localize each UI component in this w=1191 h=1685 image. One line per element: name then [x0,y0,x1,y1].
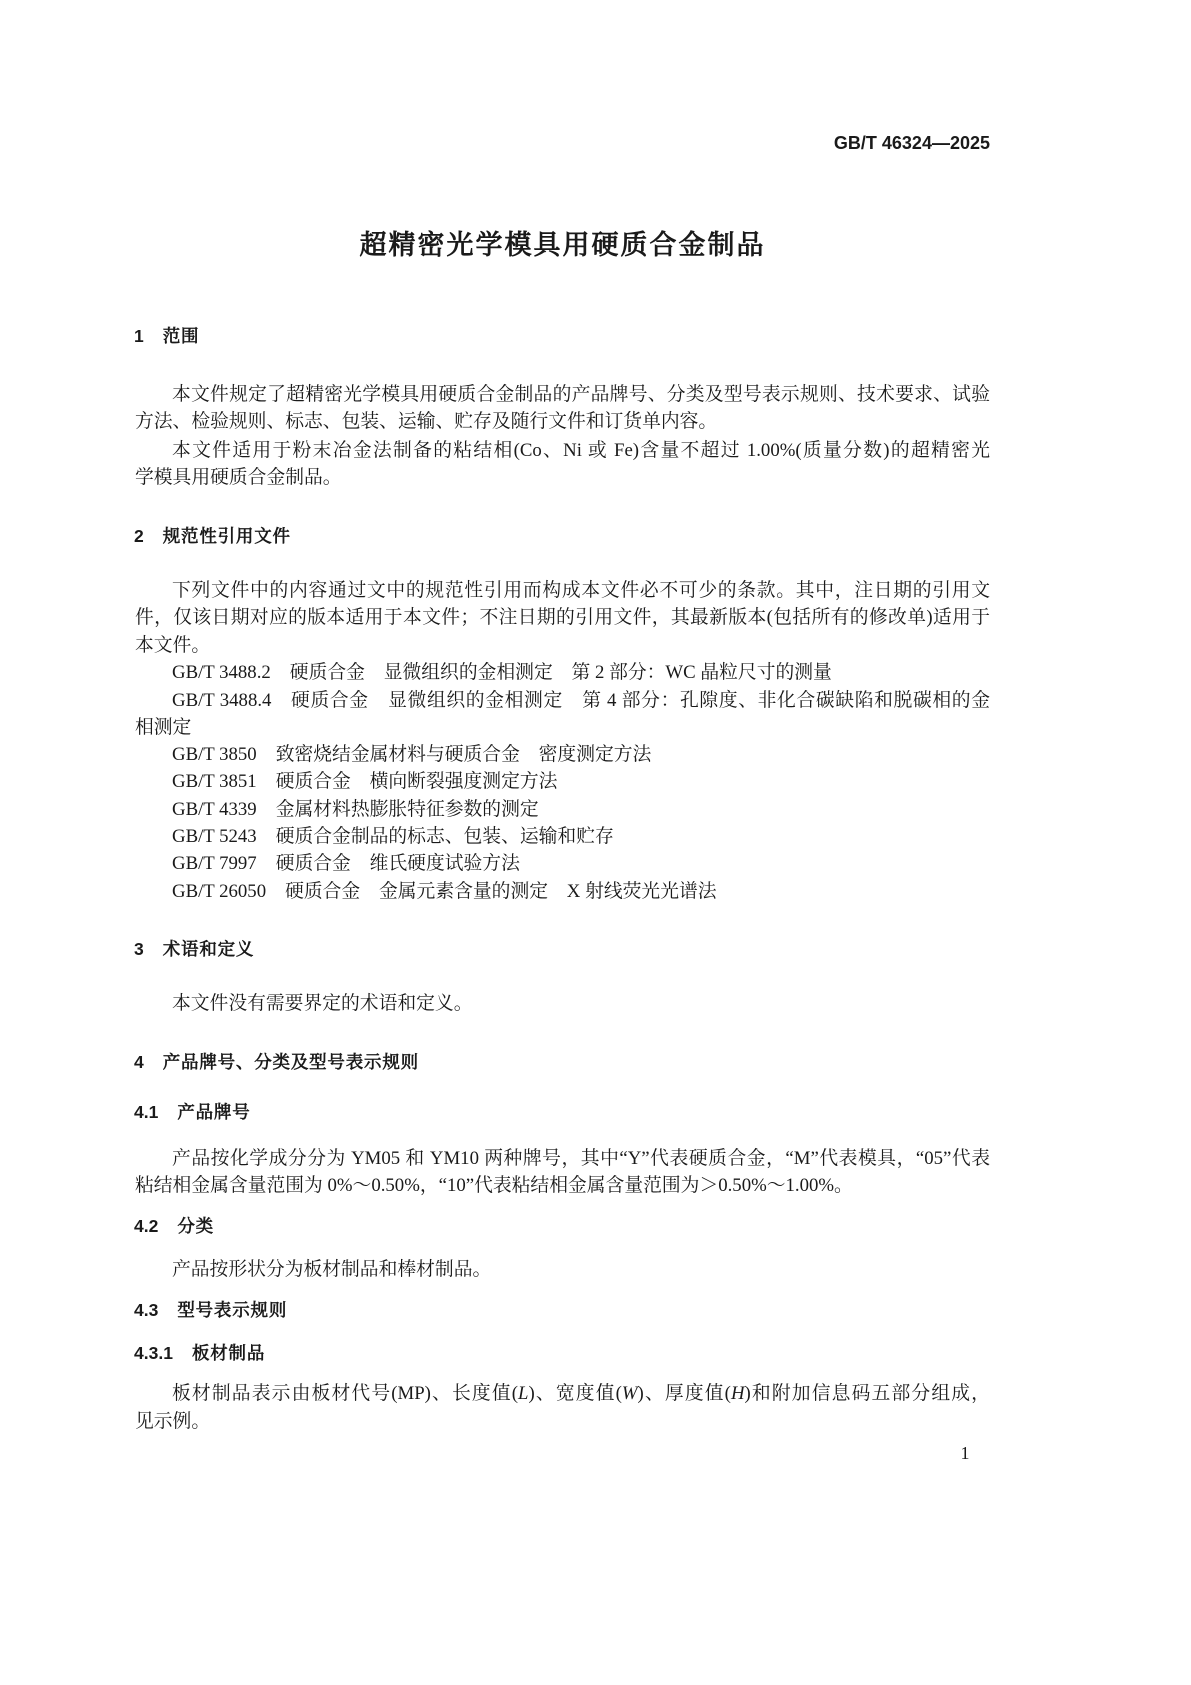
paragraph-line: 产品按形状分为板材制品和棒材制品。 [172,1259,492,1280]
subsection-heading-designation-rules [134,1296,989,1324]
section-heading-scope [134,322,989,350]
subsubsection-heading-plate-products [134,1339,989,1367]
reference-code: GB/T 5243 [172,826,257,847]
subsection-number: 4.3 [134,1300,159,1320]
subsubsection-number: 4.3.1 [134,1343,173,1363]
section-heading-normative-references [134,522,989,550]
paragraph-line: 本文件没有需要界定的术语和定义。 [172,993,473,1014]
reference-item [135,659,990,687]
reference-title: 硬质合金 横向断裂强度测定方法 [275,771,558,792]
symbol-width: W [621,1383,638,1404]
reference-item [135,687,990,715]
symbol-length: L [518,1383,529,1404]
reference-item [135,741,990,769]
page-number: 1 [960,1443,970,1463]
reference-code: GB/T 26050 [172,881,267,902]
section-title: 规范性引用文件 [162,526,291,546]
subsubsection-title: 板材制品 [191,1343,266,1363]
subsection-number: 4.1 [134,1102,159,1122]
paragraph-line: 产品按化学成分分为 YM05 和 YM10 两种牌号，其中“Y”代表硬质合金，“M”代表模具，“05”代表 [172,1148,990,1169]
paragraph-line: 本文件。 [135,635,211,656]
subsection-number: 4.2 [134,1216,159,1236]
reference-code: GB/T 3488.2 [172,662,271,683]
section-heading-terms [134,935,989,963]
reference-title-continued: 相测定 [135,717,192,738]
subsection-title: 分类 [177,1216,214,1236]
reference-title: 致密烧结金属材料与硬质合金 密度测定方法 [275,744,652,765]
reference-code: GB/T 3488.4 [172,690,272,711]
document-title: 超精密光学模具用硬质合金制品 [359,230,766,260]
reference-item [135,768,990,796]
paragraph-line: 见示例。 [135,1411,211,1432]
paragraph-line: 本文件适用于粉末冶金法制备的粘结相(Co、Ni 或 Fe)含量不超过 1.00%(质量分数)的超精密光 [172,440,990,461]
text-run: 板材制品表示由板材代号(MP)、长度值( [172,1383,519,1404]
section-number: 3 [134,939,144,959]
symbol-thickness: H [730,1383,745,1404]
reference-title: 金属材料热膨胀特征参数的测定 [275,799,539,820]
section-heading-grades [134,1048,989,1076]
paragraph-line: 件，仅该日期对应的版本适用于本文件；不注日期的引用文件，其最新版本(包括所有的修改单)适用于 [135,607,990,628]
paragraph-line: 下列文件中的内容通过文中的规范性引用而构成本文件必不可少的条款。其中，注日期的引用文 [172,580,990,601]
reference-code: GB/T 4339 [172,799,257,820]
reference-title: 硬质合金 金属元素含量的测定 X 射线荧光光谱法 [285,881,717,902]
text-run: )和附加信息码五部分组成， [744,1383,990,1404]
text-run: )、厚度值( [637,1383,731,1404]
reference-title: 硬质合金 显微组织的金相测定 第 4 部分：孔隙度、非化合碳缺陷和脱碳相的金 [290,690,990,711]
reference-code: GB/T 3850 [172,744,257,765]
reference-code: GB/T 7997 [172,853,257,874]
section-title: 范围 [162,326,200,346]
section-title: 术语和定义 [162,939,255,959]
paragraph-line [135,1380,990,1408]
reference-item [135,796,990,824]
subsection-heading-classification [134,1212,989,1240]
reference-item [135,878,990,906]
paragraph-line: 方法、检验规则、标志、包装、运输、贮存及随行文件和订货单内容。 [135,411,718,432]
section-number: 1 [134,326,144,346]
reference-code: GB/T 3851 [172,771,257,792]
reference-title: 硬质合金 维氏硬度试验方法 [275,853,520,874]
paragraph-line: 学模具用硬质合金制品。 [135,467,342,488]
text-run: )、宽度值( [528,1383,622,1404]
standard-number: GB/T 46324—2025 [833,133,990,153]
subsection-title: 型号表示规则 [177,1300,288,1320]
reference-title: 硬质合金 显微组织的金相测定 第 2 部分：WC 晶粒尺寸的测量 [289,662,832,683]
section-title: 产品牌号、分类及型号表示规则 [162,1052,419,1072]
reference-item [135,850,990,878]
subsection-heading-grade [134,1098,989,1126]
reference-title: 硬质合金制品的标志、包装、运输和贮存 [275,826,614,847]
section-number: 4 [134,1052,144,1072]
subsection-title: 产品牌号 [177,1102,251,1122]
paragraph-line: 粘结相金属含量范围为 0%～0.50%，“10”代表粘结相金属含量范围为＞0.50%～1.00%。 [135,1175,853,1196]
section-number: 2 [134,526,144,546]
paragraph-line: 本文件规定了超精密光学模具用硬质合金制品的产品牌号、分类及型号表示规则、技术要求、试验 [172,384,990,405]
reference-item [135,823,990,851]
